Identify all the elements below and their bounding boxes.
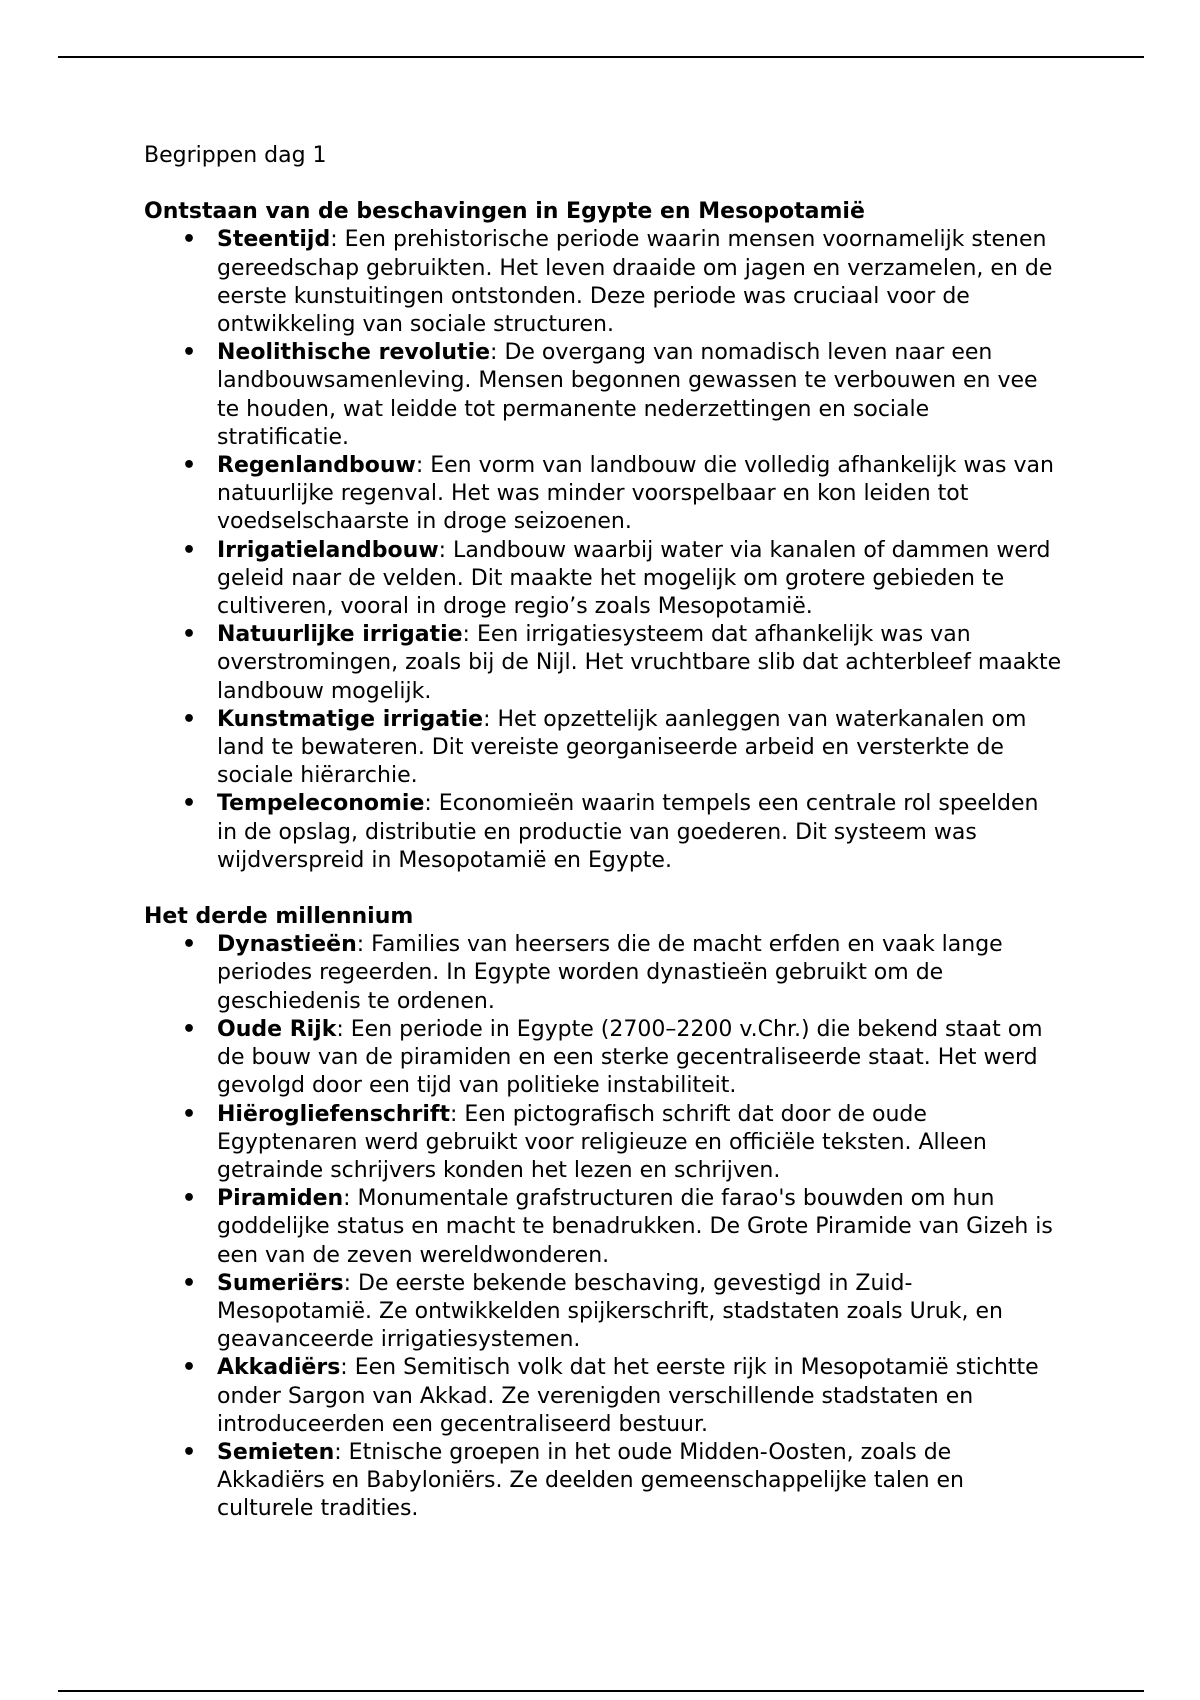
bullet-icon: •: [182, 1186, 197, 1212]
bullet-icon: •: [182, 340, 197, 366]
term-name: Kunstmatige irrigatie: [217, 706, 484, 732]
section-origins: [144, 198, 1064, 875]
list-item: [144, 1270, 1064, 1355]
list-item: [144, 931, 1064, 1016]
bullet-icon: •: [182, 227, 197, 253]
bullet-icon: •: [182, 1270, 197, 1296]
document-body: [144, 142, 1064, 1524]
list-item: [144, 1439, 1064, 1524]
term-name: Tempeleconomie: [217, 791, 425, 817]
section-third-millennium: [144, 903, 1064, 1523]
list-item: [144, 339, 1064, 452]
bullet-icon: •: [182, 453, 197, 479]
list-item: [144, 1354, 1064, 1439]
list-item: [144, 226, 1064, 339]
bullet-icon: •: [182, 1101, 197, 1127]
term-definition: : Een Semitisch volk dat het eerste rijk in Mesopotamië stichtte onder Sargon van Akkad. Ze verenigden verschillende stadstaten en introduceerden een gecentraliseerd bestuur.: [217, 1355, 1039, 1437]
term-name: Neolithische revolutie: [217, 340, 491, 366]
term-definition: : Een pictografisch schrift dat door de oude Egyptenaren werd gebruikt voor religieuze en officiële teksten. Alleen getrainde schrijvers konden het lezen en schrijven.: [217, 1101, 987, 1183]
term-definition: : Families van heersers die de macht erfden en vaak lange periodes regeerden. In Egypte worden dynastieën gebruikt om de geschiedenis te ordenen.: [217, 932, 1003, 1014]
term-name: Oude Rijk: [217, 1016, 337, 1042]
term-definition: : Een irrigatiesysteem dat afhankelijk was van overstromingen, zoals bij de Nijl. Het vruchtbare slib dat achterbleef maakte landbouw mogelijk.: [217, 622, 1062, 704]
term-definition: : Een prehistorische periode waarin mensen voornamelijk stenen gereedschap gebruikten. Het leven draaide om jagen en verzamelen, en de eerste kunstuitingen ontstonden. Deze periode was cruciaal voor de ontwikkeling van sociale structuren.: [217, 227, 1053, 338]
section-heading: Het derde millennium: [144, 904, 414, 930]
term-name: Sumeriërs: [217, 1270, 344, 1296]
term-definition: : Economieën waarin tempels een centrale rol speelden in de opslag, distributie en productie van goederen. Dit systeem was wijdverspreid in Mesopotamië en Egypte.: [217, 791, 1039, 873]
section-heading: Ontstaan van de beschavingen in Egypte en Mesopotamië: [144, 199, 865, 225]
bullet-icon: •: [182, 706, 197, 732]
bullet-icon: •: [182, 1016, 197, 1042]
bullet-icon: •: [182, 622, 197, 648]
term-definition: : Een vorm van landbouw die volledig afhankelijk was van natuurlijke regenval. Het was minder voorspelbaar en kon leiden tot voedselschaarste in droge seizoenen.: [217, 453, 1054, 535]
term-list: [144, 226, 1064, 875]
term-name: Semieten: [217, 1439, 335, 1465]
list-item: [144, 1016, 1064, 1101]
term-list: [144, 931, 1064, 1523]
bullet-icon: •: [182, 1355, 197, 1381]
list-item: [144, 1185, 1064, 1270]
bullet-icon: •: [182, 537, 197, 563]
term-name: Akkadiërs: [217, 1355, 341, 1381]
bullet-icon: •: [182, 1439, 197, 1465]
document-title: Begrippen dag 1: [144, 143, 327, 168]
term-name: Piramiden: [217, 1186, 344, 1212]
bullet-icon: •: [182, 932, 197, 958]
list-item: [144, 452, 1064, 537]
term-name: Dynastieën: [217, 932, 357, 958]
term-definition: : Landbouw waarbij water via kanalen of dammen werd geleid naar de velden. Dit maakte het mogelijk om grotere gebieden te cultiveren, vooral in droge regio’s zoals Mesopotamië.: [217, 537, 1051, 620]
term-name: Natuurlijke irrigatie: [217, 622, 463, 648]
term-definition: : Etnische groepen in het oude Midden-Oosten, zoals de Akkadiërs en Babyloniërs. Ze deelden gemeenschappelijke talen en culturele tradities.: [217, 1439, 964, 1522]
term-definition: : De eerste bekende beschaving, gevestigd in Zuid-Mesopotamië. Ze ontwikkelden spijkerschrift, stadstaten zoals Uruk, en geavanceerde irrigatiesystemen.: [217, 1270, 1003, 1353]
bullet-icon: •: [182, 791, 197, 817]
list-item: [144, 621, 1064, 706]
list-item: [144, 706, 1064, 791]
header-rule: [58, 56, 1144, 58]
term-name: Steentijd: [217, 227, 331, 253]
term-definition: : Het opzettelijk aanleggen van waterkanalen om land te bewateren. Dit vereiste georganiseerde arbeid en versterkte de sociale hiërarchie.: [217, 706, 1027, 789]
footer-rule: [58, 1690, 1144, 1692]
list-item: [144, 537, 1064, 622]
term-name: Regenlandbouw: [217, 453, 416, 479]
term-definition: : De overgang van nomadisch leven naar een landbouwsamenleving. Mensen begonnen gewassen te verbouwen en vee te houden, wat leidde tot permanente nederzettingen en sociale stratificatie.: [217, 340, 1038, 450]
term-name: Irrigatielandbouw: [217, 537, 439, 563]
list-item: [144, 790, 1064, 875]
term-definition: : Een periode in Egypte (2700–2200 v.Chr.) die bekend staat om de bouw van de piramiden en een sterke gecentraliseerde staat. Het werd gevolgd door een tijd van politieke instabiliteit.: [217, 1016, 1043, 1099]
term-definition: : Monumentale grafstructuren die farao's bouwden om hun goddelijke status en macht te benadrukken. De Grote Piramide van Gizeh is een van de zeven wereldwonderen.: [217, 1186, 1053, 1268]
list-item: [144, 1101, 1064, 1186]
term-name: Hiërogliefenschrift: [217, 1101, 451, 1127]
